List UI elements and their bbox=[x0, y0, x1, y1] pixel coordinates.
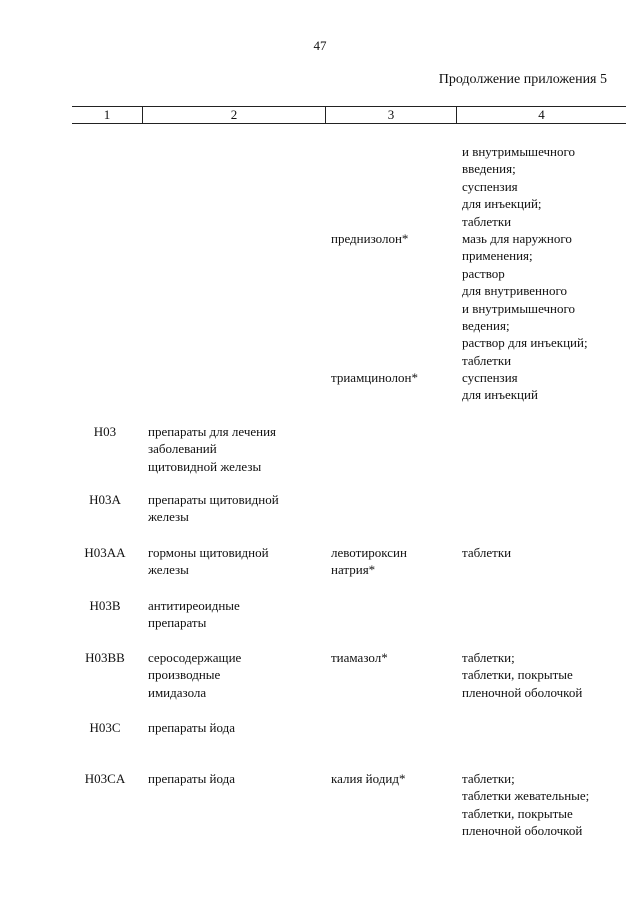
pharmacological-group-cell: препараты йода bbox=[148, 771, 236, 786]
dosage-forms-triamcinolone: суспензия для инъекций bbox=[462, 370, 538, 403]
atc-code-cell: H03C bbox=[89, 720, 121, 735]
page-number: 47 bbox=[313, 38, 327, 53]
dosage-forms-continued: и внутримышечного введения; суспензия для инъекций; таблетки bbox=[462, 144, 576, 229]
pharmacological-group-cell: препараты щитовидной железы bbox=[148, 492, 279, 525]
pharmacological-group-cell: гормоны щитовидной железы bbox=[148, 545, 269, 578]
pharmacological-group-cell: серосодержащие производные имидазола bbox=[148, 650, 242, 700]
atc-code-cell: H03BB bbox=[85, 650, 125, 665]
atc-code-cell: H03CA bbox=[84, 771, 126, 786]
dosage-forms-cell: таблетки; таблетки, покрытые пленочной оболочкой bbox=[462, 650, 583, 700]
table-header-row bbox=[72, 106, 626, 124]
drug-name-cell: левотироксин натрия* bbox=[331, 545, 407, 578]
pharmacological-group-cell: препараты для лечения заболеваний щитовидной железы bbox=[148, 424, 277, 474]
atc-code-cell: H03AA bbox=[84, 545, 126, 560]
dosage-forms-prednisolone: мазь для наружного применения; раствор для внутривенного и внутримышечного ведения; раствор для инъекций; таблетки bbox=[462, 231, 588, 368]
column-header-1: 1 bbox=[103, 107, 111, 122]
atc-code-cell: H03A bbox=[89, 492, 121, 507]
column-header-2: 2 bbox=[230, 107, 238, 122]
column-header-3: 3 bbox=[387, 107, 395, 122]
dosage-forms-cell: таблетки; таблетки жевательные; таблетки, покрытые пленочной оболочкой bbox=[462, 771, 590, 839]
drug-name-triamcinolone: триамцинолон* bbox=[331, 370, 418, 385]
atc-code-cell: H03B bbox=[89, 598, 121, 613]
pharmacological-group-cell: препараты йода bbox=[148, 720, 236, 735]
atc-code-cell: H03 bbox=[93, 424, 117, 439]
pharmacological-group-cell: антитиреоидные препараты bbox=[148, 598, 240, 631]
drug-name-cell: тиамазол* bbox=[331, 650, 388, 665]
column-header-4: 4 bbox=[538, 107, 545, 122]
drug-name-prednisolone: преднизолон* bbox=[331, 231, 409, 246]
dosage-forms-cell: таблетки bbox=[462, 545, 512, 560]
drug-name-cell: калия йодид* bbox=[331, 771, 406, 786]
appendix-continuation-label: Продолжение приложения 5 bbox=[438, 72, 607, 87]
